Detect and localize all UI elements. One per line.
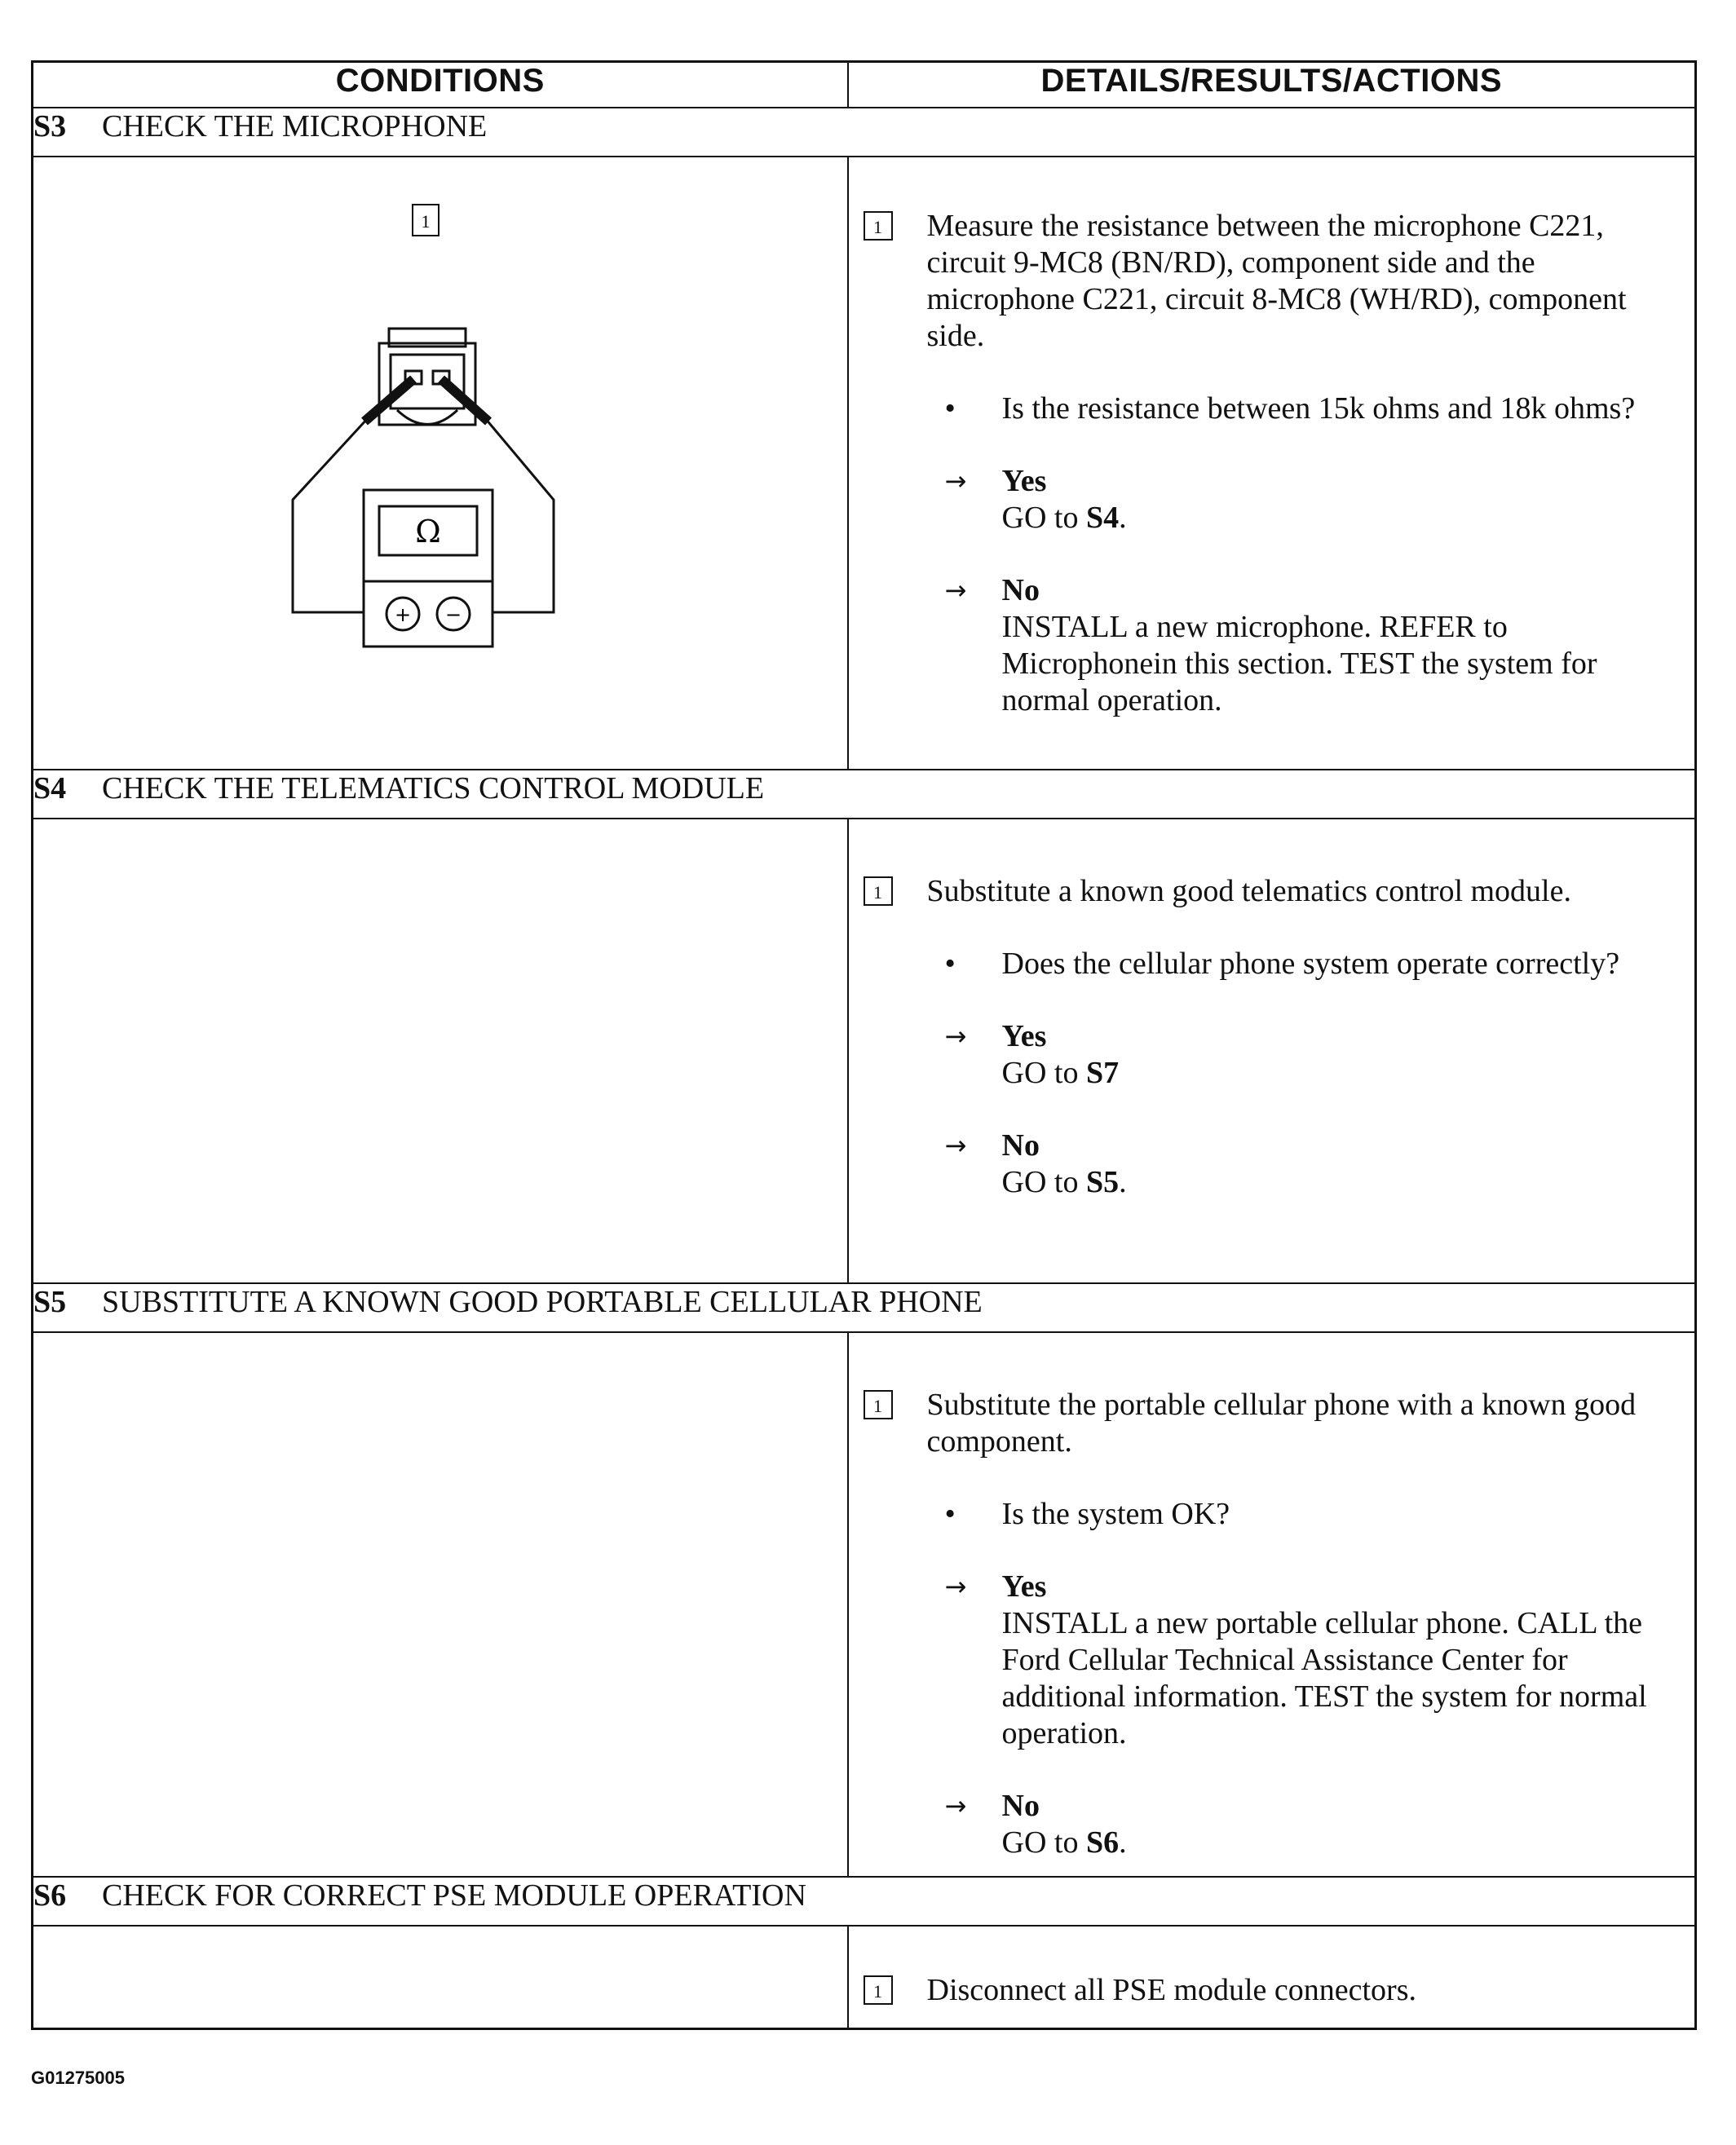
yes-branch — [945, 463, 1676, 536]
conditions-cell-s4 — [33, 819, 848, 1283]
no-text: INSTALL a new microphone. REFER to Microphonein this section. TEST the system for normal operation. — [1001, 610, 1597, 717]
ohmmeter-diagram — [33, 157, 849, 769]
procedure-page — [31, 60, 1694, 2030]
yes-label: Yes — [1001, 1019, 1047, 1053]
step-box: 1 — [864, 876, 893, 906]
question-text: Does the cellular phone system operate correctly? — [1001, 947, 1620, 981]
conditions-cell-s6 — [33, 1926, 848, 2029]
bullet-icon: • — [944, 947, 956, 981]
step-number: S5 — [33, 1285, 67, 1319]
minus-terminal: − — [444, 603, 462, 626]
action-item — [864, 873, 1676, 910]
step-content-row — [33, 819, 1696, 1283]
action-text: Substitute a known good telematics control module. — [926, 874, 1571, 908]
arrow-icon: → — [944, 466, 967, 497]
no-label: No — [1001, 1789, 1040, 1823]
yes-branch — [945, 1569, 1676, 1752]
arrow-icon: → — [944, 1021, 967, 1052]
details-cell-s5 — [848, 1332, 1696, 1877]
ohm-symbol: Ω — [415, 514, 441, 549]
bullet-icon: • — [944, 1497, 956, 1531]
details-cell-s3 — [848, 157, 1696, 770]
diagnostic-table — [31, 60, 1697, 2030]
step-title-row — [33, 770, 1696, 819]
step-box: 1 — [864, 1975, 893, 2005]
table-header-row — [33, 62, 1696, 108]
yes-text: GO to S7 — [1001, 1056, 1120, 1090]
no-branch — [945, 1128, 1676, 1201]
step-title-row — [33, 1283, 1696, 1332]
conditions-header: CONDITIONS — [33, 62, 848, 108]
step-box: 1 — [864, 1390, 893, 1419]
step-number: S3 — [33, 109, 67, 143]
step-box: 1 — [864, 211, 893, 241]
step-title: CHECK THE TELEMATICS CONTROL MODULE — [102, 771, 765, 805]
question-text: Is the system OK? — [1001, 1497, 1230, 1531]
step-content-row — [33, 1332, 1696, 1877]
step-title-s6 — [33, 1877, 1696, 1926]
yes-label: Yes — [1001, 464, 1047, 498]
step-number: S4 — [33, 771, 67, 805]
step-title-s4 — [33, 770, 1696, 819]
action-text: Disconnect all PSE module connectors. — [926, 1973, 1416, 2007]
arrow-icon: → — [944, 1790, 967, 1821]
arrow-icon: → — [944, 1571, 967, 1602]
no-label: No — [1001, 573, 1040, 607]
yes-text: INSTALL a new portable cellular phone. CALL the Ford Cellular Technical Assistance Center for additional information. TEST the system for normal operation. — [1001, 1606, 1647, 1750]
step-title: SUBSTITUTE A KNOWN GOOD PORTABLE CELLULAR PHONE — [102, 1285, 983, 1319]
step-title-row — [33, 108, 1696, 157]
step-number: S6 — [33, 1878, 67, 1913]
action-item — [864, 1387, 1676, 1460]
action-text: Substitute the portable cellular phone with a known good component. — [926, 1388, 1637, 1459]
figure-code: G01275005 — [31, 2068, 125, 2088]
ohmmeter-icon — [364, 490, 493, 647]
question-item — [945, 946, 1676, 982]
yes-branch — [945, 1018, 1676, 1092]
question-item — [945, 1496, 1676, 1533]
step-content-row — [33, 1926, 1696, 2029]
details-cell-s4 — [848, 819, 1696, 1283]
no-branch — [945, 1788, 1676, 1861]
conditions-cell-s5 — [33, 1332, 848, 1877]
step-title-s3 — [33, 108, 1696, 157]
action-item — [864, 208, 1676, 355]
arrow-icon: → — [944, 575, 967, 606]
connector-icon — [379, 329, 475, 425]
action-item — [864, 1972, 1676, 2009]
bullet-icon: • — [944, 391, 956, 426]
plus-terminal: + — [394, 603, 412, 626]
step-title: CHECK FOR CORRECT PSE MODULE OPERATION — [102, 1878, 806, 1913]
no-label: No — [1001, 1128, 1040, 1163]
probe-left — [364, 379, 413, 421]
question-text: Is the resistance between 15k ohms and 18k ohms? — [1001, 391, 1636, 426]
action-text: Measure the resistance between the microphone C221, circuit 9-MC8 (BN/RD), component side and the microphone C221, circuit 8-MC8 (WH/RD), component side. — [926, 209, 1627, 353]
question-item — [945, 391, 1676, 427]
yes-label: Yes — [1001, 1569, 1047, 1604]
yes-text: GO to S4. — [1001, 501, 1127, 535]
conditions-cell-s3 — [33, 157, 848, 770]
no-text: GO to S5. — [1001, 1165, 1127, 1199]
step-title-s5 — [33, 1283, 1696, 1332]
diagram-box-label: 1 — [421, 211, 431, 232]
step-title-row — [33, 1877, 1696, 1926]
step-title: CHECK THE MICROPHONE — [102, 109, 488, 143]
no-branch — [945, 572, 1676, 719]
details-header: DETAILS/RESULTS/ACTIONS — [848, 62, 1696, 108]
arrow-icon: → — [944, 1130, 967, 1161]
details-cell-s6 — [848, 1926, 1696, 2029]
step-content-row — [33, 157, 1696, 770]
no-text: GO to S6. — [1001, 1825, 1127, 1860]
